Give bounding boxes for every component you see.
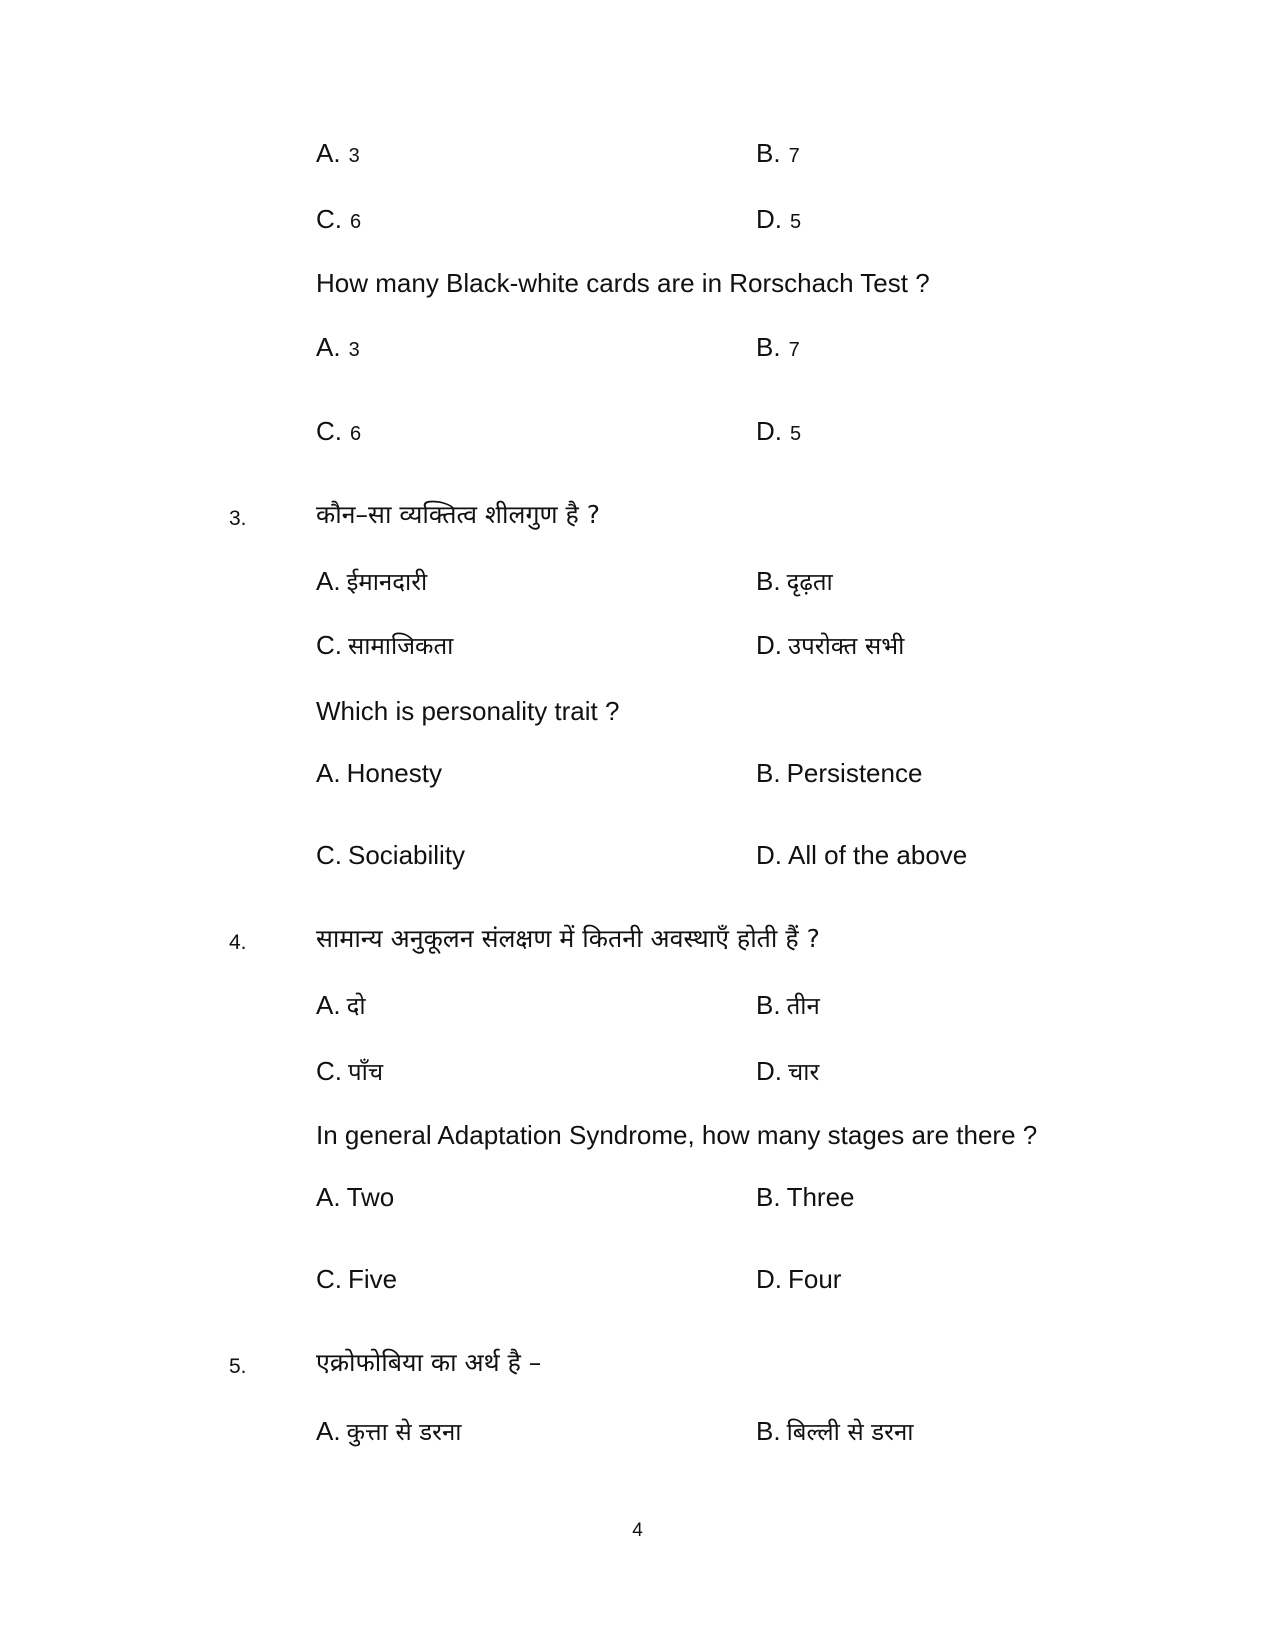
- q3-question-en: Which is personality trait ?: [316, 696, 620, 726]
- q2-hi-option-b: B. 7: [756, 138, 800, 168]
- q4-hi-option-c: C. पाँच: [316, 1056, 384, 1086]
- q4-hi-option-a: A. दो: [316, 990, 366, 1020]
- q4-question-hi: सामान्य अनुकूलन संलक्षण में कितनी अवस्थाएँ होती हैं ?: [316, 924, 820, 953]
- q2-hi-option-d: D. 5: [756, 204, 802, 234]
- q3-en-option-c: C. Sociability: [316, 840, 466, 870]
- q2-question-en: How many Black-white cards are in Rorschach Test ?: [316, 268, 930, 298]
- q4-en-option-d: D. Four: [756, 1264, 842, 1294]
- q5-number: 5.: [229, 1355, 247, 1378]
- q4-en-option-c: C. Five: [316, 1264, 398, 1294]
- q4-number: 4.: [229, 931, 247, 954]
- q2-hi-option-c: C. 6: [316, 204, 362, 234]
- q3-hi-option-d: D. उपरोक्त सभी: [756, 630, 905, 660]
- q3-hi-option-c: C. सामाजिकता: [316, 630, 454, 660]
- q4-hi-option-d: D. चार: [756, 1056, 820, 1086]
- q4-question-en: In general Adaptation Syndrome, how many stages are there ?: [316, 1120, 1038, 1150]
- q3-hi-option-b: B. दृढ़ता: [756, 566, 833, 596]
- q3-number: 3.: [229, 507, 247, 530]
- q3-hi-option-a: A. ईमानदारी: [316, 566, 428, 596]
- q2-en-option-d: D. 5: [756, 416, 802, 446]
- page-number: 4: [632, 1520, 643, 1541]
- q2-en-option-b: B. 7: [756, 332, 800, 362]
- q5-hi-option-a: A. कुत्ता से डरना: [316, 1416, 462, 1446]
- q3-en-option-a: A. Honesty: [316, 758, 442, 788]
- q5-question-hi: एक्रोफोबिया का अर्थ है –: [316, 1348, 542, 1377]
- q3-en-option-b: B. Persistence: [756, 758, 923, 788]
- q3-question-hi: कौन–सा व्यक्तित्व शीलगुण है ?: [316, 500, 601, 529]
- q2-en-option-c: C. 6: [316, 416, 362, 446]
- q2-en-option-a: A. 3: [316, 332, 360, 362]
- q5-hi-option-b: B. बिल्ली से डरना: [756, 1416, 914, 1446]
- q4-en-option-a: A. Two: [316, 1182, 395, 1212]
- q2-hi-option-a: A. 3: [316, 138, 360, 168]
- q4-en-option-b: B. Three: [756, 1182, 855, 1212]
- q3-en-option-d: D. All of the above: [756, 840, 968, 870]
- q4-hi-option-b: B. तीन: [756, 990, 820, 1020]
